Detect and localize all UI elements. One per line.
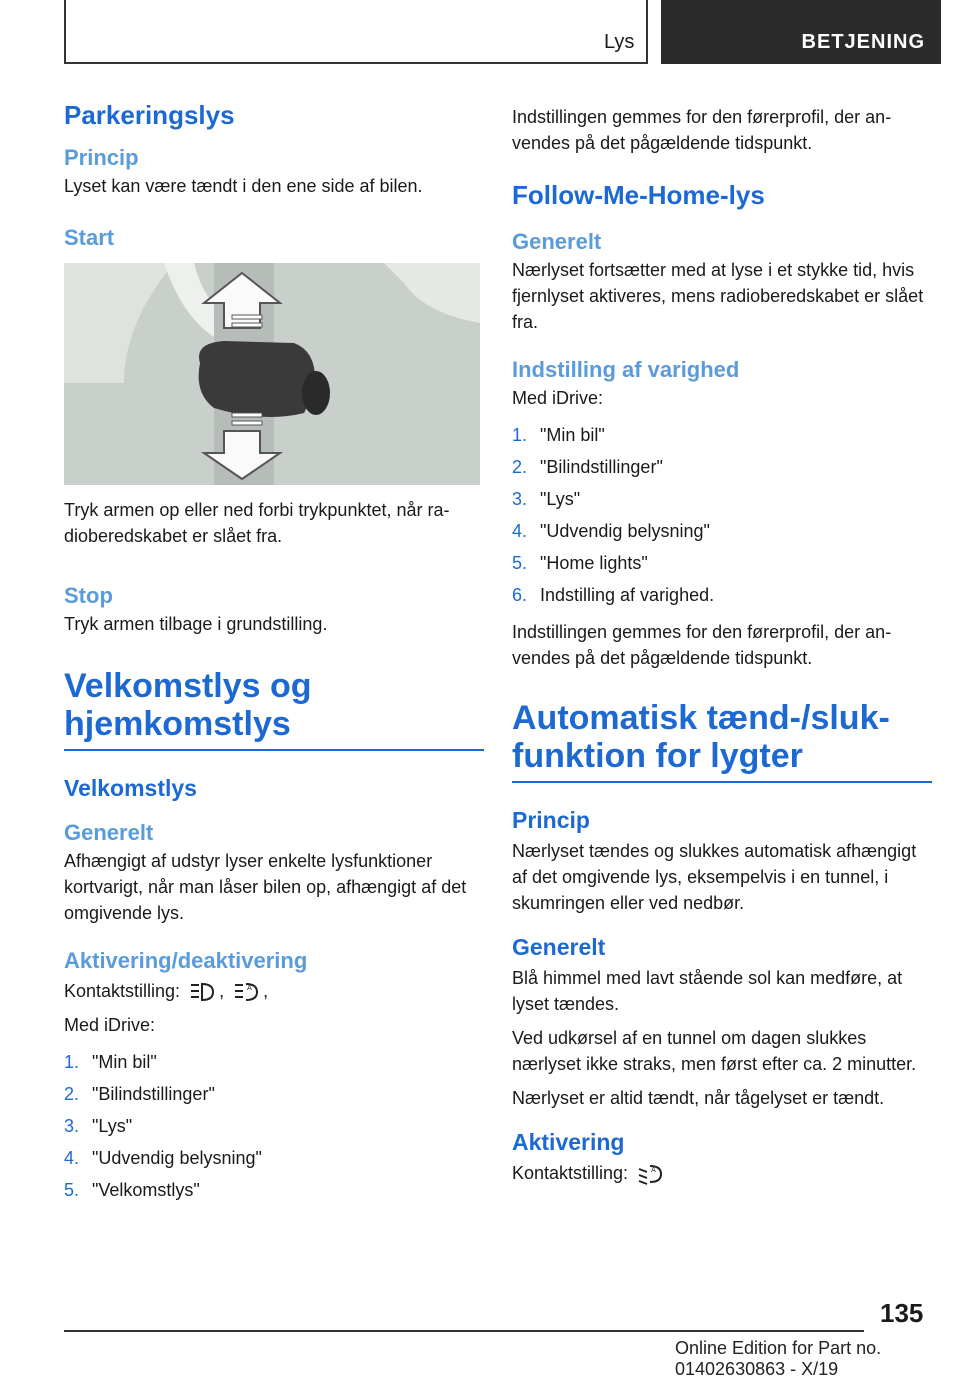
text-start: Tryk armen op eller ned forbi trykpunktet, når radioberedskabet er slået fra. [64,500,450,546]
text-generelt: Afhængigt af udstyr lyser enkelte lysfunktioner kortvarigt, når man låser bilen op, afhængigt af det omgivende lys. [64,851,467,923]
list-item: 1. "Min bil" [512,425,605,445]
heading-aktivering-right: Aktivering [512,1129,625,1155]
text-princip-right: Nærlyset tændes og slukkes automatisk afhængigt af det omgivende lys, eksempelvis i en tunnel, i skumringen eller ved nedbør. [512,841,917,913]
heading-generelt2: Generelt [512,934,606,960]
heading-aktivering: Aktivering/deaktivering [64,948,308,973]
list-item: 3. "Lys" [512,489,581,509]
auto-lys-icon [233,981,259,1003]
list-item: 1. "Min bil" [64,1052,157,1072]
heading-parkeringslys: Parkeringslys [64,100,235,130]
standlys-icon [189,981,215,1003]
heading-generelt-right: Generelt [512,229,602,254]
heading-automatisk: Automatisk tænd-/slukfunktion for lygter [512,699,932,783]
list-item: 5. "Velkomstlys" [64,1180,200,1200]
text-gen2: Ved udkørsel af en tunnel om dagen slukkes nærlyset ikke straks, men først efter ca. 2 minutter. [512,1028,917,1074]
kontakt-sep1: , [219,981,225,1001]
page-number: 135 [880,1298,924,1328]
heading-velkomst: Velkomstlys og hjemkomstlys [64,667,484,751]
list-item: 4. "Udvendig belysning" [64,1148,262,1168]
text-generelt-right: Nærlyset fortsætter med at lyse i et stykke tid, hvis fjernlyset aktiveres, mens radioberedskabet er slået fra. [512,260,924,332]
text-gen1: Blå himmel med lavt stående sol kan medføre, at lyset tændes. [512,968,903,1014]
list-item: 4. "Udvendig belysning" [512,521,710,541]
kontakt-label: Kontaktstilling: [64,981,181,1001]
online-edition: Online Edition for Part no. 01402630863 - X/19 [675,1338,882,1379]
svg-text:A: A [651,1166,656,1175]
svg-text:A: A [247,984,252,993]
header-tab-label: BETJENING [801,31,925,53]
heading-velkomstlys: Velkomstlys [64,775,197,801]
list-item: 5. "Home lights" [512,553,648,573]
heading-princip: Princip [64,145,139,170]
naerlys-icon [637,1163,663,1185]
heading-start: Start [64,225,115,250]
header-section: Lys [604,31,635,53]
header-tab [661,0,941,64]
text-stop: Tryk armen tilbage i grundstilling. [64,614,328,634]
text-med-idrive-right: Med iDrive: [512,388,604,408]
list-item: 3. "Lys" [64,1116,133,1136]
kontakt-label-right: Kontaktstilling: [512,1163,629,1183]
steps-list-right [512,419,932,611]
steps-list-left [64,1046,484,1206]
heading-generelt: Generelt [64,820,154,845]
text-gen3: Nærlyset er altid tændt, når tågelyset er tændt. [512,1088,885,1108]
heading-follow-me-home: Follow-Me-Home-lys [512,180,765,210]
text-gemmes: Indstillingen gemmes for den førerprofil, der anvendes på det pågældende tidspunkt. [512,622,892,668]
text-kontaktstilling [64,978,484,1004]
kontakt-sep2: , [263,981,269,1001]
left-column [64,100,484,1214]
text-med-idrive: Med iDrive: [64,1015,156,1035]
right-column [512,104,932,1204]
list-item: 2. "Bilindstillinger" [512,457,663,477]
heading-stop: Stop [64,583,113,608]
text-kontakt-right [512,1160,932,1186]
list-item: 6. Indstilling af varighed. [512,585,715,605]
heading-princip-right: Princip [512,807,590,833]
heading-varighed: Indstilling af varighed [512,357,740,382]
stalk-arrows-icon [64,263,480,485]
text-intro: Indstillingen gemmes for den førerprofil, der anvendes på det pågældende tidspunkt. [512,107,892,153]
footer-rule [64,1330,864,1332]
list-item: 2. "Bilindstillinger" [64,1084,215,1104]
header-frame [64,0,648,64]
text-princip: Lyset kan være tændt i den ene side af bilen. [64,176,423,196]
